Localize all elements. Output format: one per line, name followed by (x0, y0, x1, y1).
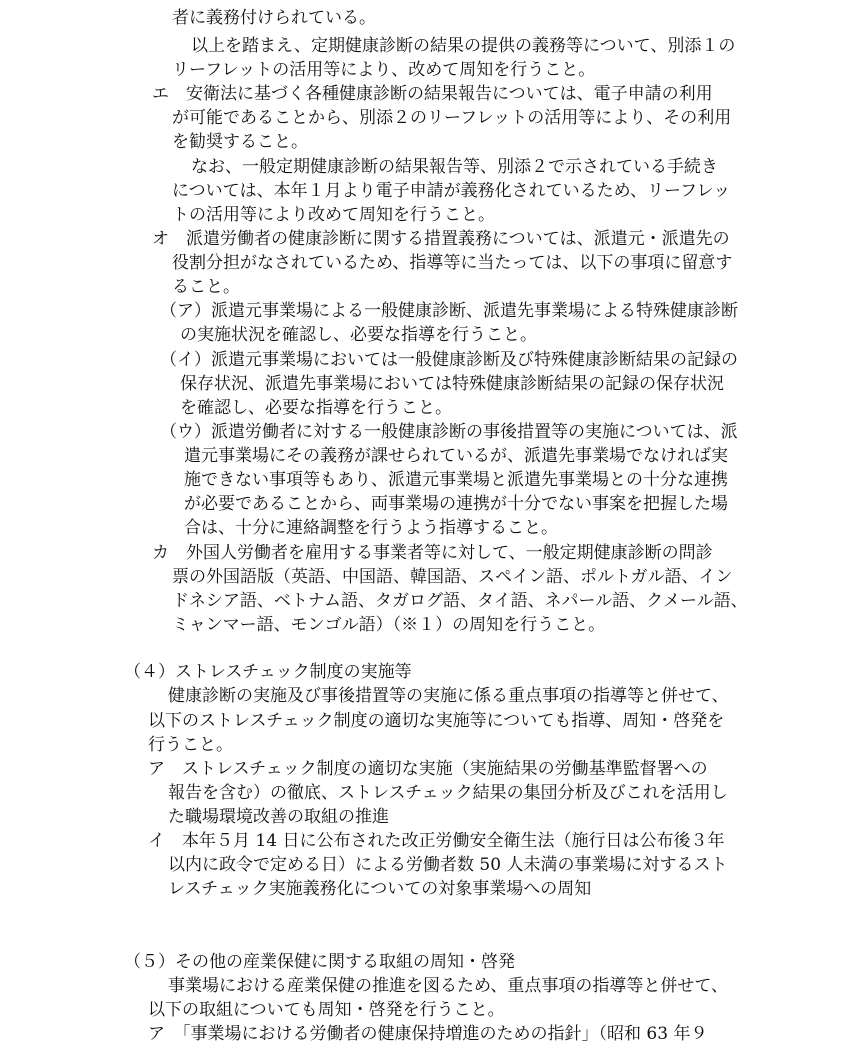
text-line: た職場環境改善の取組の推進 (168, 807, 389, 827)
text-line: 行うこと。 (148, 735, 233, 755)
text-line: ア ストレスチェック制度の適切な実施（実施結果の労働基準監督署への (148, 759, 708, 779)
text-line: を確認し、必要な指導を行うこと。 (180, 398, 452, 418)
text-line: 健康診断の実施及び事後措置等の実施に係る重点事項の指導等と併せて、 (168, 686, 729, 706)
text-line: オ 派遣労働者の健康診断に関する措置義務については、派遣元・派遣先の (152, 229, 730, 249)
text-line: 者に義務付けられている。 (172, 8, 376, 28)
text-line: 以下の取組についても周知・啓発を行うこと。 (148, 1000, 505, 1020)
text-line: トの活用等により改めて周知を行うこと。 (172, 205, 495, 225)
text-line: 遣元事業場にその義務が課せられているが、派遣先事業場でなければ実 (184, 446, 728, 466)
text-line: 役割分担がなされているため、指導等に当たっては、以下の事項に留意す (172, 253, 733, 273)
text-line: エ 安衛法に基づく各種健康診断の結果報告については、電子申請の利用 (152, 84, 713, 104)
text-line: 保存状況、派遣先事業場においては特殊健康診断結果の記録の保存状況 (180, 374, 724, 394)
text-line: 施できない事項等もあり、派遣元事業場と派遣先事業場との十分な連携 (184, 470, 728, 490)
text-line: ること。 (172, 277, 240, 297)
text-line: 以下のストレスチェック制度の適切な実施等についても指導、周知・啓発を (148, 711, 725, 731)
section-heading: （４）ストレスチェック制度の実施等 (124, 662, 412, 682)
text-line: ミャンマー語、モンゴル語）（※１）の周知を行うこと。 (172, 615, 606, 635)
text-line: 報告を含む）の徹底、ストレスチェック結果の集団分析及びこれを活用し (168, 783, 728, 803)
text-line: レスチェック実施義務化についての対象事業場への周知 (168, 879, 592, 899)
text-line: 票の外国語版（英語、中国語、韓国語、スペイン語、ポルトガル語、イン (172, 567, 733, 587)
text-line: については、本年１月より電子申請が義務化されているため、リーフレッ (172, 181, 731, 201)
text-line: 以上を踏まえ、定期健康診断の結果の提供の義務等について、別添１の (191, 36, 736, 56)
text-line: なお、一般定期健康診断の結果報告等、別添２で示されている手続き (191, 157, 718, 177)
text-line: イ 本年５月 14 日に公布された改正労働安全衛生法（施行日は公布後３年 (148, 831, 725, 851)
text-line: リーフレットの活用等により、改めて周知を行うこと。 (172, 60, 596, 80)
text-line: ドネシア語、ベトナム語、タガログ語、タイ語、ネパール語、クメール語、 (172, 591, 748, 611)
text-line: の実施状況を確認し、必要な指導を行うこと。 (180, 325, 537, 345)
text-line: 以内に政令で定める日）による労働者数 50 人未満の事業場に対するスト (168, 855, 728, 875)
text-line: カ 外国人労働者を雇用する事業者等に対して、一般定期健康診断の問診 (152, 543, 713, 563)
text-line: を勧奨すること。 (172, 132, 308, 152)
text-line: 合は、十分に連絡調整を行うよう指導すること。 (184, 518, 558, 538)
text-line: が可能であることから、別添２のリーフレットの活用等により、その利用 (172, 108, 732, 128)
text-line: （イ）派遣元事業場においては一般健康診断及び特殊健康診断結果の記録の (160, 350, 738, 370)
text-line: ア 「事業場における労働者の健康保持増進のための指針」（昭和 63 年９ (148, 1024, 708, 1044)
text-line: （ウ）派遣労働者に対する一般健康診断の事後措置等の実施については、派 (160, 422, 738, 442)
text-line: が必要であることから、両事業場の連携が十分でない事案を把握した場 (184, 494, 728, 514)
section-heading: （５）その他の産業保健に関する取組の周知・啓発 (124, 952, 515, 972)
text-line: （ア）派遣元事業場による一般健康診断、派遣先事業場による特殊健康診断 (160, 301, 738, 321)
text-line: 事業場における産業保健の推進を図るため、重点事項の指導等と併せて、 (168, 976, 728, 996)
